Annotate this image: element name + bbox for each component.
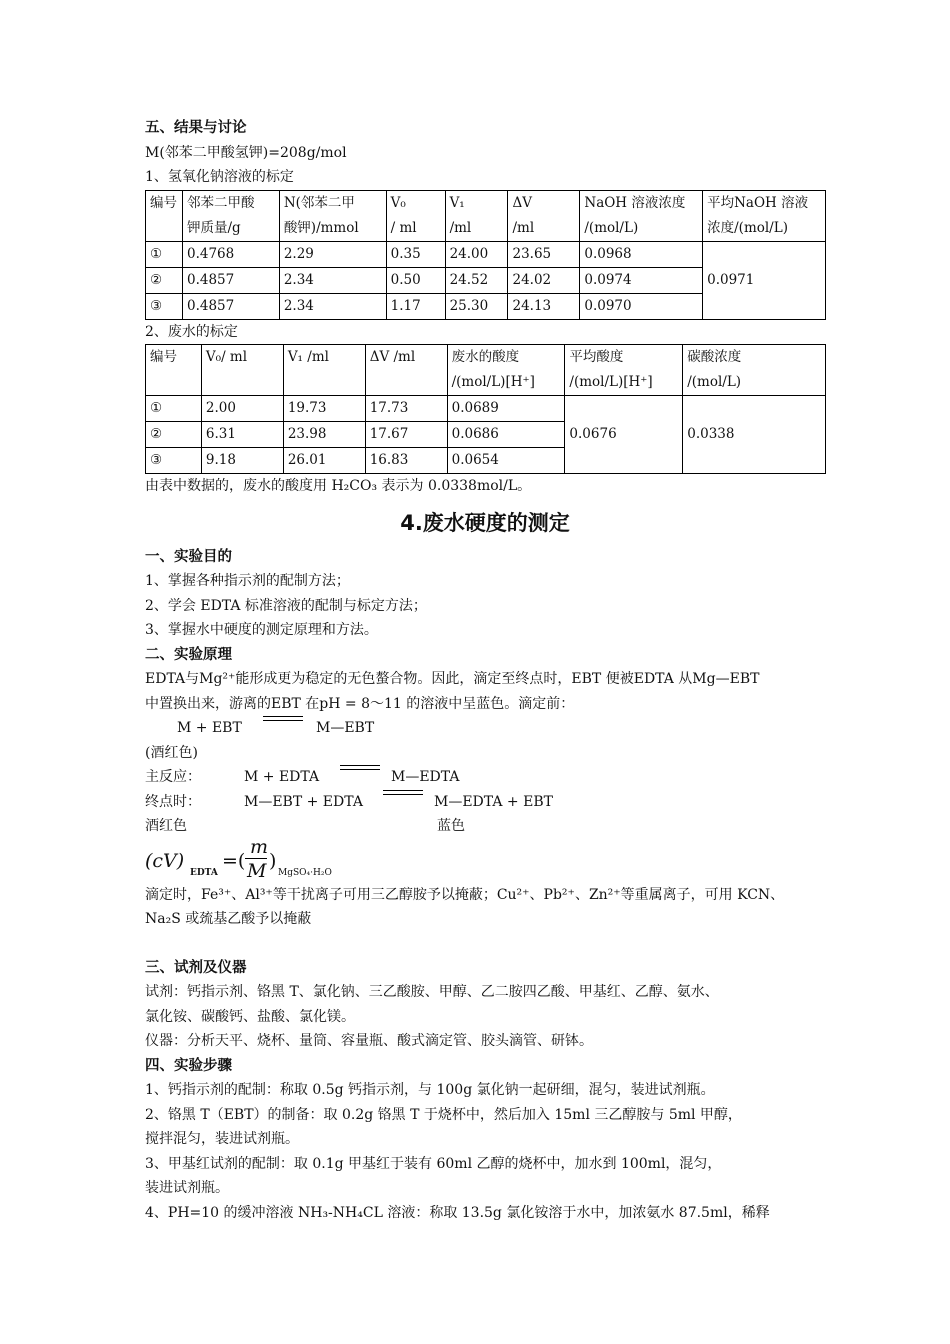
formula-numerator: m [250,835,269,858]
header-cell: V₀/ ml [201,345,283,396]
reactants: M + EBT [177,720,242,736]
table-cell: 2.29 [279,241,386,267]
procedure-line: 1、钙指示剂的配制：称取 0.5g 钙指示剂，与 100g 氯化钠一起研细，混匀，装进试剂瓶。 [145,1082,715,1098]
endpoint-reaction [145,790,825,815]
table-cell: 24.13 [508,293,580,319]
masking-line: Na₂S 或巯基乙酸予以掩蔽 [145,911,312,927]
table-cell: 0.0654 [447,448,565,474]
header-cell: 邻苯二甲酸 钾质量/g [182,190,279,241]
section-heading-results: 五、结果与讨论 [145,120,247,136]
table-cell: 2.00 [201,396,283,422]
naoh-calibration-table [145,190,826,320]
section-heading-purpose: 一、实验目的 [145,548,232,565]
table-cell: ① [146,396,202,422]
wastewater-calibration-table [145,344,826,474]
reagents-line: 试剂：钙指示剂、铬黑 T、氯化钠、三乙酸胺、甲醇、乙二胺四乙酸、甲基红、乙醇、氨水、 [145,984,719,1000]
table-cell: 24.00 [445,241,508,267]
products: M—EBT [316,720,375,736]
header-cell: N(邻苯二甲 酸钾)/mmol [279,190,386,241]
table-cell: 2.34 [279,293,386,319]
average-naoh-cell: 0.0971 [703,241,826,319]
reaction-label: 主反应： [145,769,201,785]
procedure-line: 4、PH=10 的缓冲溶液 NH₃-NH₄CL 溶液：称取 13.5g 氯化铵溶于水中，加浓氨水 87.5ml，稀释 [145,1204,770,1221]
table-cell: 24.52 [445,267,508,293]
header-cell: 平均NaOH 溶液 浓度/(mol/L) [703,190,826,241]
color-label: 酒红色 [145,818,187,834]
table-row [146,396,826,422]
table-cell: 17.67 [365,422,447,448]
molar-mass-line: M(邻苯二甲酸氢钾)=208g/mol [145,144,347,161]
table-cell: ③ [146,293,183,319]
header-cell: 平均酸度 /(mol/L)[H⁺] [565,345,683,396]
table-cell: ③ [146,448,202,474]
masking-line: 滴定时，Fe³⁺、Al³⁺等干扰离子可用三乙醇胺予以掩蔽；Cu²⁺、Pb²⁺、Zn²⁺等重属离子，可用 KCN、 [145,886,785,903]
formula-subscript: EDTA [190,867,218,878]
equilibrium-arrow-icon [263,716,303,722]
header-cell: V₁ /ml [445,190,508,241]
header-cell: NaOH 溶液浓度 /(mol/L) [580,190,703,241]
table-cell: 0.35 [386,241,445,267]
color-labels-row [145,814,825,839]
section-heading-principle: 二、实验原理 [145,646,232,663]
header-cell: 编号 [146,345,202,396]
table-cell: 17.73 [365,396,447,422]
principle-paragraph-line: 中置换出来，游离的EBT 在pH = 8～11 的溶液中呈蓝色。滴定前： [145,695,575,712]
table-cell: ① [146,241,183,267]
document-page [145,116,825,1225]
table-cell: ② [146,267,183,293]
principle-paragraph-line: EDTA与Mg²⁺能形成更为稳定的无色螯合物。因此，滴定至终点时，EBT 便被EDTA 从Mg—EBT [145,671,760,687]
table-cell: 23.98 [283,422,365,448]
color-label: 蓝色 [437,818,465,834]
header-cell: 编号 [146,190,183,241]
products: M—EDTA [391,769,460,785]
color-label: (酒红色) [145,744,198,761]
table-row [146,241,826,267]
reactants: M + EDTA [244,769,320,785]
header-cell: ΔV /ml [365,345,447,396]
table-cell: 23.65 [508,241,580,267]
instruments-line: 仪器：分析天平、烧杯、量筒、容量瓶、酸式滴定管、胶头滴管、研钵。 [145,1033,593,1049]
header-cell: 碳酸浓度 /(mol/L) [683,345,826,396]
table-cell: 0.0968 [580,241,703,267]
header-cell: ΔV /ml [508,190,580,241]
table-cell: 25.30 [445,293,508,319]
procedure-line: 装进试剂瓶。 [145,1180,229,1196]
list-item: 2、学会 EDTA 标准溶液的配制与标定方法； [145,597,427,614]
products: M—EDTA + EBT [434,793,553,810]
table-header-row [146,345,826,396]
section-heading-procedure: 四、实验步骤 [145,1057,232,1074]
procedure-line: 3、甲基红试剂的配制：取 0.1g 甲基红于装有 60ml 乙醇的烧杯中，加水到 100ml，混匀， [145,1155,722,1172]
formula-term: (cV) [145,849,185,872]
formula-denominator: M [247,859,267,882]
reagents-line: 氯化铵、碳酸钙、盐酸、氯化镁。 [145,1008,355,1025]
table-cell: 0.0974 [580,267,703,293]
formula-operator: =( [222,849,246,872]
table-cell: 0.4857 [182,267,279,293]
list-item: 3、掌握水中硬度的测定原理和方法。 [145,622,378,638]
table-cell: 2.34 [279,267,386,293]
table-cell: 26.01 [283,448,365,474]
table-cell: 0.4857 [182,293,279,319]
header-cell: V₀ / ml [386,190,445,241]
equilibrium-arrow-icon [383,790,423,796]
page-title: 4.废水硬度的测定 [400,510,570,535]
header-cell: V₁ /ml [283,345,365,396]
subsection-wastewater-title: 2、废水的标定 [145,323,238,340]
subsection-naoh-title: 1、氢氧化钠溶液的标定 [145,169,294,185]
conclusion-line: 由表中数据的，废水的酸度用 H₂CO₃ 表示为 0.0338mol/L。 [145,478,532,494]
table-header-row [146,190,826,241]
section-heading-reagents: 三、试剂及仪器 [145,959,247,976]
formula-subscript: MgSO₄·H₂O [278,867,332,878]
average-acidity-cell: 0.0676 [565,396,683,474]
equilibrium-arrow-icon [340,765,380,771]
table-cell: 0.0686 [447,422,565,448]
reaction-label: 终点时： [145,793,201,810]
reaction-before-titration [145,716,825,741]
list-item: 1、掌握各种指示剂的配制方法； [145,573,350,589]
concentration-formula: (cV) EDTA =( m M ) MgSO₄·H₂O [145,839,825,883]
table-cell: 0.0689 [447,396,565,422]
procedure-line: 搅拌混匀，装进试剂瓶。 [145,1131,299,1147]
table-cell: ② [146,422,202,448]
main-reaction [145,765,825,790]
table-cell: 24.02 [508,267,580,293]
table-cell: 0.4768 [182,241,279,267]
table-cell: 19.73 [283,396,365,422]
table-cell: 0.0970 [580,293,703,319]
header-cell: 废水的酸度 /(mol/L)[H⁺] [447,345,565,396]
table-cell: 16.83 [365,448,447,474]
table-cell: 9.18 [201,448,283,474]
table-cell: 0.50 [386,267,445,293]
procedure-line: 2、铬黑 T（EBT）的制备：取 0.2g 铬黑 T 于烧杯中，然后加入 15ml 三乙醇胺与 5ml 甲醇， [145,1106,742,1123]
reactants: M—EBT + EDTA [244,793,363,810]
carbonic-acid-cell: 0.0338 [683,396,826,474]
table-cell: 6.31 [201,422,283,448]
table-cell: 1.17 [386,293,445,319]
